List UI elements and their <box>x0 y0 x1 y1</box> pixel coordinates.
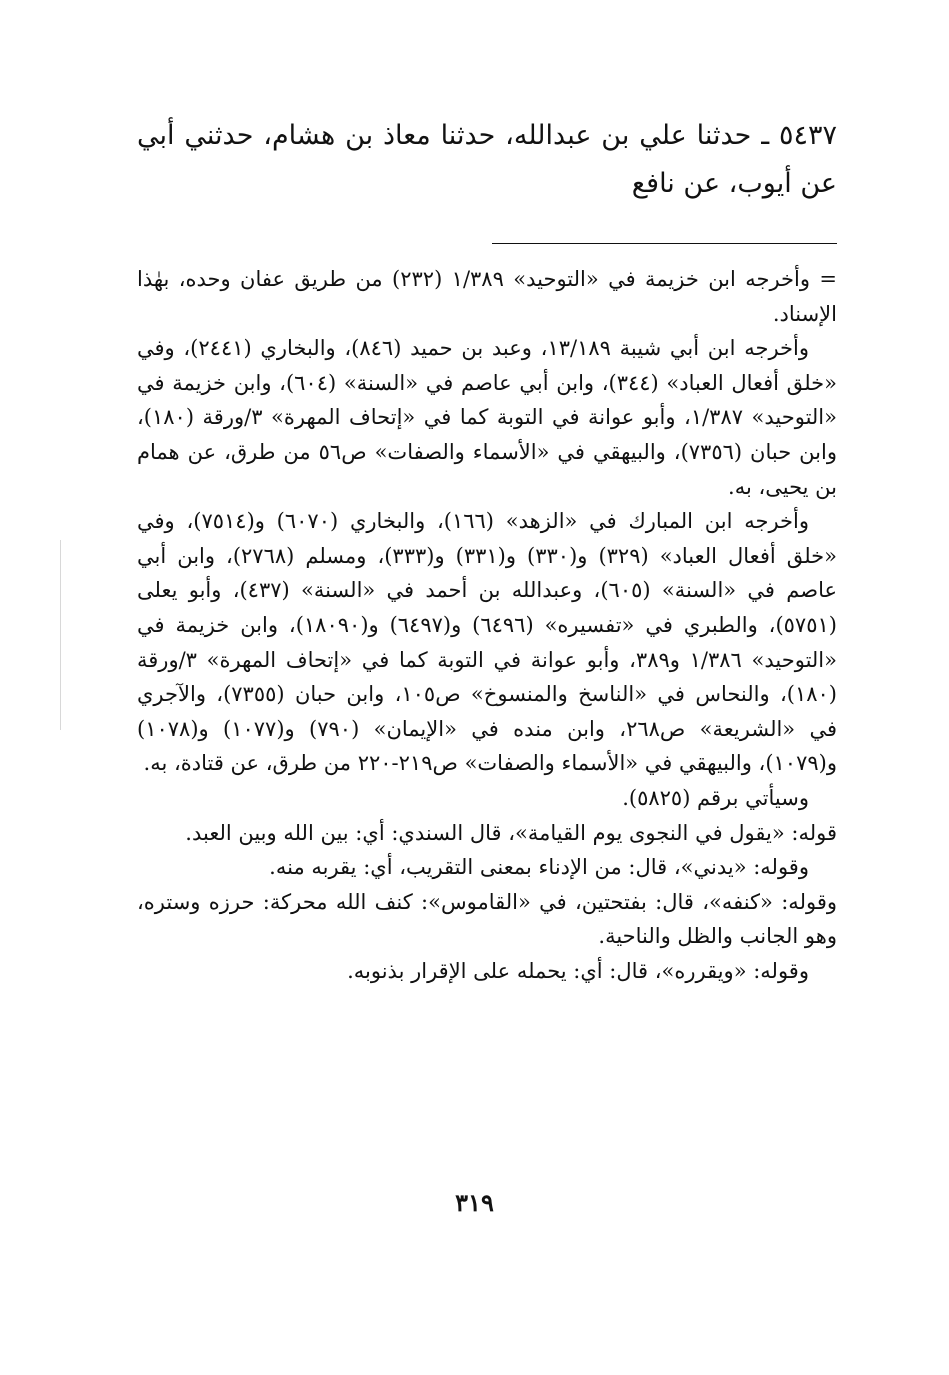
footnote-paragraph: وقوله: «كنفه»، قال: بفتحتين، في «القاموس»: كنف الله محركة: حرزه وستره، وهو الجانب والظل والناحية. <box>137 889 837 949</box>
footnote-continuation: = وأخرجه ابن خزيمة في «التوحيد» ١/٣٨٩ (٢٣٢) من طريق عفان وحده، بهٰذا الإسناد. <box>137 267 837 326</box>
footnote-paragraph: وقوله: «يدني»، قال: من الإدناء بمعنى التقريب، أي: يقربه منه. <box>269 855 809 880</box>
hadith-text-block <box>137 112 837 208</box>
hadith-text: ٥٤٣٧ ـ حدثنا علي بن عبدالله، حدثنا معاذ بن هشام، حدثني أبي عن أيوب، عن نافع <box>137 120 837 199</box>
page-number: ٣١٩ <box>455 1188 494 1217</box>
footnote-divider <box>492 243 837 244</box>
footnotes-block <box>137 262 837 988</box>
footnote-paragraph: وقوله: «ويقرره»، قال: أي: يحمله على الإقرار بذنوبه. <box>347 958 809 983</box>
footnote-paragraph: قوله: «يقول في النجوى يوم القيامة»، قال السندي: أي: بين الله وبين العبد. <box>185 820 837 845</box>
scan-artifact-line <box>60 540 61 730</box>
footnote-paragraph: وسيأتي برقم (٥٨٢٥). <box>622 785 809 810</box>
footnote-paragraph: وأخرجه ابن أبي شيبة ١٣/١٨٩، وعبد بن حميد (٨٤٦)، والبخاري (٢٤٤١)، وفي «خلق أفعال العباد» (٣٤٤)، وابن أبي عاصم في «السنة» (٦٠٤)، وابن خزيمة في «التوحيد» ١/٣٨٧، وأبو عوانة في التوبة كما في «إتحاف المهرة» ٣/ورقة (١٨٠)، وابن حبان (٧٣٥٦)، والبيهقي في «الأسماء والصفات» ص٥٦ من طرق، عن همام بن يحيى، به. <box>137 336 837 499</box>
footnote-paragraph: وأخرجه ابن المبارك في «الزهد» (١٦٦)، والبخاري (٦٠٧٠) و(٧٥١٤)، وفي «خلق أفعال العباد» (٣٢٩) و(٣٣٠) و(٣٣١) و(٣٣٣)، ومسلم (٢٧٦٨)، وابن أبي عاصم في «السنة» (٦٠٥)، وعبدالله بن أحمد في «السنة» (٤٣٧)، وأبو يعلى (٥٧٥١)، والطبري في «تفسيره» (٦٤٩٦) و(٦٤٩٧) و(١٨٠٩٠)، وابن خزيمة في «التوحيد» ١/٣٨٦ و٣٨٩، وأبو عوانة في التوبة كما في «إتحاف المهرة» ٣/ورقة (١٨٠)، والنحاس في «الناسخ والمنسوخ» ص١٠٥، وابن حبان (٧٣٥٥)، والآجري في «الشريعة» ص٢٦٨، وابن منده في «الإيمان» (٧٩٠) و(١٠٧٧) و(١٠٧٨) و(١٠٧٩)، والبيهقي في «الأسماء والصفات» ص٢١٩-٢٢٠ من طرق، عن قتادة، به. <box>137 509 838 776</box>
